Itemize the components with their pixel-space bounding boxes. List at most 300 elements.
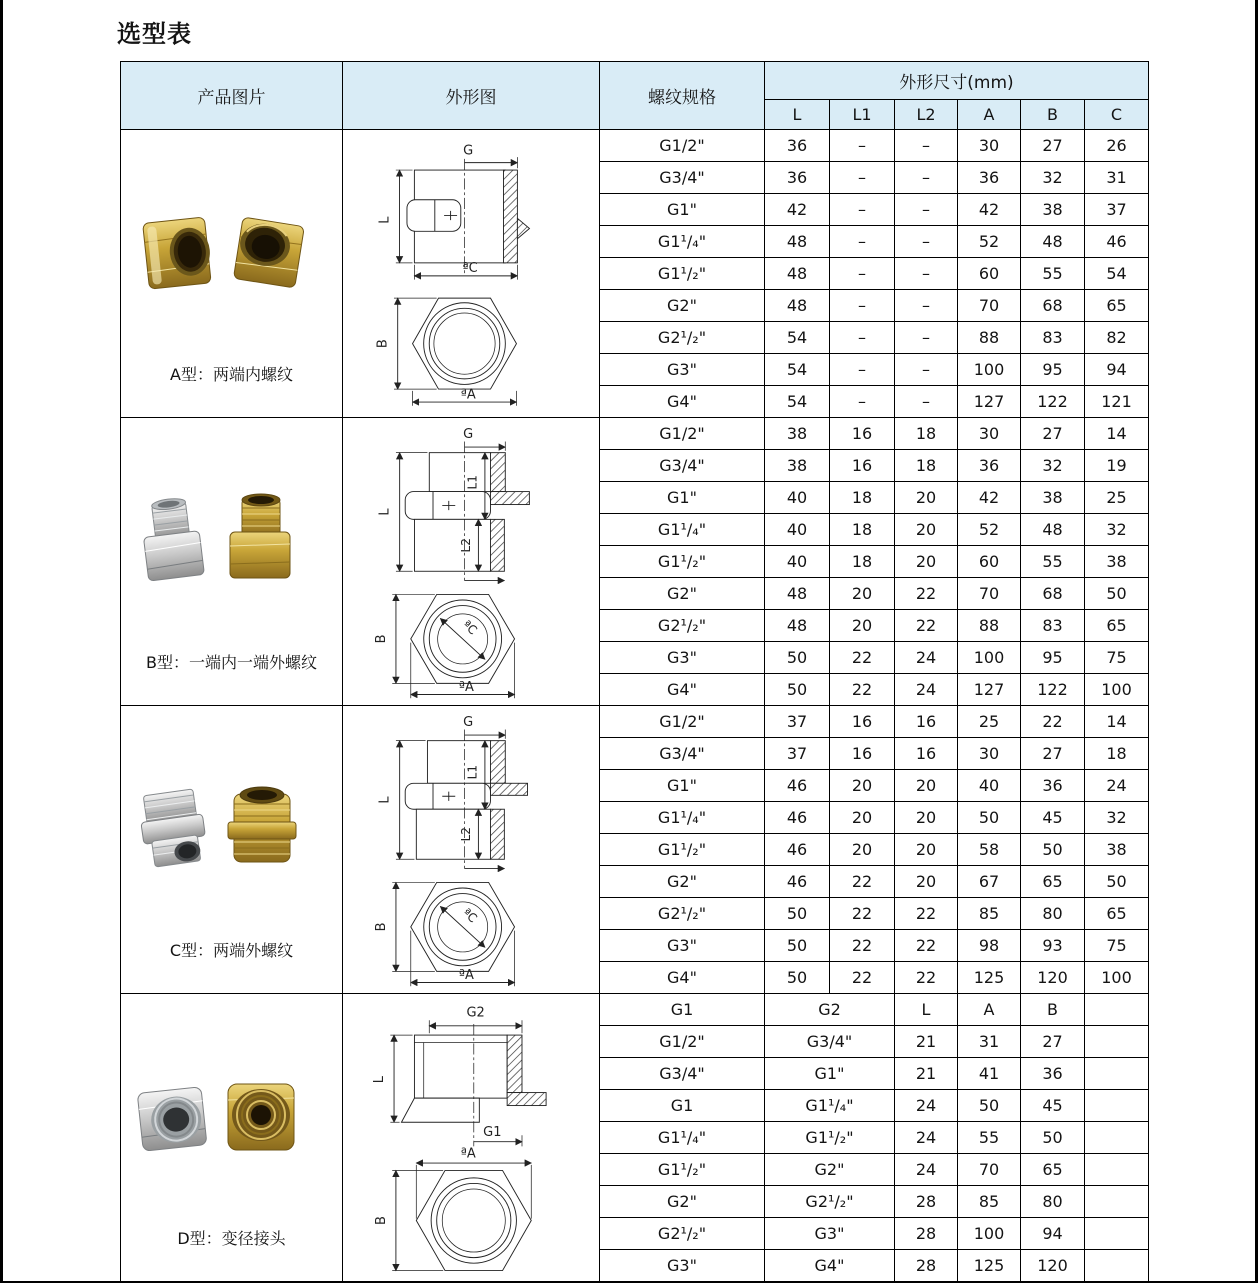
- value-cell: 32: [1085, 802, 1149, 834]
- value-cell: 38: [1085, 834, 1149, 866]
- dim-label-a: ªA: [458, 679, 474, 695]
- dim-label-b: B: [373, 921, 389, 931]
- spec-cell: G1¹/₂": [600, 258, 765, 290]
- spec-cell: G4": [600, 386, 765, 418]
- outline-drawing-svg: [355, 138, 587, 410]
- value-cell: 55: [1021, 258, 1085, 290]
- value-cell: 27: [1021, 418, 1085, 450]
- value-cell: 20: [895, 770, 958, 802]
- value-cell: 68: [1021, 290, 1085, 322]
- value-cell: 100: [1085, 674, 1149, 706]
- subheader-l: L: [895, 994, 958, 1026]
- product-photo-C: [126, 768, 338, 892]
- value-cell: 36: [1021, 1058, 1085, 1090]
- value-cell: 88: [958, 322, 1021, 354]
- value-cell: 20: [830, 834, 895, 866]
- value-cell: 100: [958, 642, 1021, 674]
- value-cell: 28: [895, 1218, 958, 1250]
- spec-g2-cell: G1¹/₄": [765, 1090, 895, 1122]
- value-cell: 25: [958, 706, 1021, 738]
- steel-adapter: [139, 496, 204, 581]
- empty-cell: [1085, 1122, 1149, 1154]
- table-row: [121, 130, 1149, 162]
- subheader-g1: G1: [600, 994, 765, 1026]
- value-cell: 22: [895, 962, 958, 994]
- dim-label-l: L: [371, 1075, 387, 1083]
- dim-label-l2: L2: [459, 537, 474, 552]
- empty-cell: [1085, 1090, 1149, 1122]
- spec-cell: G2": [600, 578, 765, 610]
- brass-nipple: [228, 787, 296, 862]
- value-cell: 60: [958, 258, 1021, 290]
- value-cell: 37: [1085, 194, 1149, 226]
- value-cell: 100: [958, 1218, 1021, 1250]
- value-cell: 22: [830, 930, 895, 962]
- value-cell: 100: [958, 354, 1021, 386]
- value-cell: 48: [1021, 514, 1085, 546]
- value-cell: 95: [1021, 642, 1085, 674]
- value-cell: 21: [895, 1058, 958, 1090]
- value-cell: 14: [1085, 706, 1149, 738]
- value-cell: 48: [765, 258, 830, 290]
- value-cell: –: [830, 162, 895, 194]
- spec-cell: G3/4": [600, 450, 765, 482]
- value-cell: 30: [958, 130, 1021, 162]
- value-cell: 18: [895, 450, 958, 482]
- value-cell: 30: [958, 418, 1021, 450]
- value-cell: 54: [765, 354, 830, 386]
- value-cell: 83: [1021, 610, 1085, 642]
- value-cell: 54: [1085, 258, 1149, 290]
- value-cell: 120: [1021, 962, 1085, 994]
- value-cell: 22: [895, 930, 958, 962]
- value-cell: 36: [1021, 770, 1085, 802]
- value-cell: 38: [765, 450, 830, 482]
- value-cell: 58: [958, 834, 1021, 866]
- value-cell: 127: [958, 386, 1021, 418]
- col-header-b: B: [1021, 100, 1085, 130]
- spec-cell: G1¹/₂": [600, 834, 765, 866]
- spec-cell: G1": [600, 482, 765, 514]
- value-cell: –: [830, 354, 895, 386]
- value-cell: –: [830, 290, 895, 322]
- subheader-g2: G2: [765, 994, 895, 1026]
- type-label-D: D型：变径接头: [177, 1229, 286, 1248]
- value-cell: –: [895, 322, 958, 354]
- brass-adapter: [230, 494, 290, 578]
- value-cell: 50: [1021, 834, 1085, 866]
- value-cell: 22: [830, 898, 895, 930]
- spec-cell: G2": [600, 290, 765, 322]
- value-cell: 31: [958, 1026, 1021, 1058]
- product-photo-svg: [126, 192, 338, 312]
- value-cell: 50: [1085, 578, 1149, 610]
- value-cell: 41: [958, 1058, 1021, 1090]
- value-cell: 30: [958, 738, 1021, 770]
- dim-label-g: G: [463, 426, 474, 442]
- outline-drawing-A: [343, 130, 599, 417]
- dim-label-c-diag: ªC: [460, 617, 480, 638]
- product-photo-svg: [126, 1056, 338, 1176]
- value-cell: 82: [1085, 322, 1149, 354]
- dim-label-l: L: [377, 795, 393, 804]
- value-cell: 85: [958, 898, 1021, 930]
- steel-bushing: [137, 1087, 207, 1151]
- value-cell: –: [895, 258, 958, 290]
- value-cell: 40: [958, 770, 1021, 802]
- value-cell: 20: [830, 770, 895, 802]
- col-header-c: C: [1085, 100, 1149, 130]
- value-cell: 95: [1021, 354, 1085, 386]
- brass-bushing: [228, 1084, 294, 1150]
- value-cell: 70: [958, 290, 1021, 322]
- spec-g2-cell: G1¹/₂": [765, 1122, 895, 1154]
- value-cell: 50: [765, 962, 830, 994]
- value-cell: 16: [830, 738, 895, 770]
- value-cell: 36: [765, 130, 830, 162]
- value-cell: 20: [895, 546, 958, 578]
- value-cell: 18: [830, 514, 895, 546]
- col-header-l2: L2: [895, 100, 958, 130]
- spec-g2-cell: G3/4": [765, 1026, 895, 1058]
- spec-cell: G3/4": [600, 162, 765, 194]
- value-cell: 70: [958, 578, 1021, 610]
- empty-cell: [1085, 1218, 1149, 1250]
- value-cell: –: [895, 162, 958, 194]
- value-cell: 22: [895, 578, 958, 610]
- spec-cell: G1/2": [600, 130, 765, 162]
- brass-coupling-right: [233, 217, 304, 288]
- spec-cell: G1¹/₄": [600, 226, 765, 258]
- value-cell: 25: [1085, 482, 1149, 514]
- empty-cell: [1085, 1186, 1149, 1218]
- spec-cell: G1¹/₂": [600, 546, 765, 578]
- dim-label-g1: G1: [483, 1124, 502, 1140]
- value-cell: 26: [1085, 130, 1149, 162]
- value-cell: –: [830, 386, 895, 418]
- value-cell: 22: [895, 898, 958, 930]
- value-cell: 65: [1085, 898, 1149, 930]
- value-cell: 24: [895, 674, 958, 706]
- value-cell: 22: [895, 610, 958, 642]
- value-cell: 70: [958, 1154, 1021, 1186]
- value-cell: 18: [830, 482, 895, 514]
- value-cell: 75: [1085, 930, 1149, 962]
- value-cell: 32: [1085, 514, 1149, 546]
- value-cell: –: [830, 258, 895, 290]
- outline-drawing-cell: [343, 706, 600, 994]
- value-cell: 40: [765, 482, 830, 514]
- value-cell: 16: [830, 418, 895, 450]
- spec-g2-cell: G1": [765, 1058, 895, 1090]
- spec-cell: G2¹/₂": [600, 610, 765, 642]
- subheader-a: A: [958, 994, 1021, 1026]
- spec-g1-cell: G2¹/₂": [600, 1218, 765, 1250]
- outline-drawing-svg: [355, 711, 587, 989]
- value-cell: 20: [830, 578, 895, 610]
- value-cell: 22: [830, 642, 895, 674]
- page-title: 选型表: [117, 20, 192, 48]
- value-cell: 65: [1021, 1154, 1085, 1186]
- value-cell: 50: [1085, 866, 1149, 898]
- value-cell: 27: [1021, 738, 1085, 770]
- value-cell: 93: [1021, 930, 1085, 962]
- value-cell: 24: [895, 1090, 958, 1122]
- value-cell: 50: [765, 642, 830, 674]
- steel-nipple: [137, 788, 208, 868]
- spec-cell: G1/2": [600, 418, 765, 450]
- dim-label-b: B: [373, 633, 389, 643]
- spec-cell: G2¹/₂": [600, 898, 765, 930]
- value-cell: 20: [830, 802, 895, 834]
- value-cell: –: [895, 386, 958, 418]
- value-cell: 18: [1085, 738, 1149, 770]
- value-cell: 65: [1085, 290, 1149, 322]
- value-cell: 94: [1021, 1218, 1085, 1250]
- spec-cell: G4": [600, 962, 765, 994]
- outline-drawing-C: [343, 706, 599, 993]
- spec-cell: G4": [600, 674, 765, 706]
- product-photo-area-C: [121, 706, 342, 993]
- value-cell: 42: [958, 194, 1021, 226]
- value-cell: 122: [1021, 386, 1085, 418]
- value-cell: 120: [1021, 1250, 1085, 1282]
- spec-g1-cell: G1¹/₄": [600, 1122, 765, 1154]
- product-photo-cell: [121, 706, 343, 994]
- spec-g1-cell: G1/2": [600, 1026, 765, 1058]
- empty-cell: [1085, 1250, 1149, 1282]
- value-cell: 52: [958, 514, 1021, 546]
- value-cell: 65: [1085, 610, 1149, 642]
- value-cell: –: [830, 130, 895, 162]
- col-header-l1: L1: [830, 100, 895, 130]
- value-cell: 48: [1021, 226, 1085, 258]
- value-cell: –: [895, 226, 958, 258]
- product-photo-area-D: [121, 994, 342, 1281]
- col-header-thread-spec: 螺纹规格: [600, 62, 765, 130]
- spec-g2-cell: G4": [765, 1250, 895, 1282]
- dim-label-l1: L1: [465, 474, 480, 489]
- outline-drawing-svg: [355, 423, 587, 701]
- outline-drawing-cell: [343, 418, 600, 706]
- col-header-a: A: [958, 100, 1021, 130]
- spec-cell: G1¹/₄": [600, 514, 765, 546]
- spec-g2-cell: G2": [765, 1154, 895, 1186]
- value-cell: –: [830, 226, 895, 258]
- value-cell: –: [830, 322, 895, 354]
- value-cell: 46: [765, 770, 830, 802]
- product-photo-B: [126, 480, 338, 604]
- table-row: [121, 418, 1149, 450]
- dim-label-g2: G2: [466, 1005, 485, 1021]
- dim-label-b: B: [373, 1215, 389, 1225]
- value-cell: 24: [895, 642, 958, 674]
- outline-drawing-cell: [343, 130, 600, 418]
- value-cell: 50: [765, 674, 830, 706]
- value-cell: 24: [1085, 770, 1149, 802]
- spec-cell: G2¹/₂": [600, 322, 765, 354]
- value-cell: 55: [958, 1122, 1021, 1154]
- dim-label-c: ªC: [462, 260, 478, 276]
- dim-label-l: L: [377, 216, 393, 224]
- value-cell: 32: [1021, 450, 1085, 482]
- value-cell: 46: [1085, 226, 1149, 258]
- spec-cell: G3/4": [600, 738, 765, 770]
- value-cell: 45: [1021, 1090, 1085, 1122]
- value-cell: 48: [765, 578, 830, 610]
- value-cell: 122: [1021, 674, 1085, 706]
- value-cell: 40: [765, 546, 830, 578]
- value-cell: 16: [895, 706, 958, 738]
- value-cell: 42: [765, 194, 830, 226]
- dim-label-l2: L2: [459, 826, 474, 841]
- dim-label-c-diag: ªC: [460, 905, 480, 926]
- value-cell: 55: [1021, 546, 1085, 578]
- reducer-subheader-row: [121, 994, 1149, 1026]
- value-cell: 28: [895, 1186, 958, 1218]
- value-cell: 37: [765, 706, 830, 738]
- value-cell: 80: [1021, 1186, 1085, 1218]
- value-cell: 68: [1021, 578, 1085, 610]
- value-cell: 100: [1085, 962, 1149, 994]
- value-cell: –: [895, 354, 958, 386]
- value-cell: 83: [1021, 322, 1085, 354]
- value-cell: 38: [765, 418, 830, 450]
- dim-label-a: ªA: [460, 386, 476, 402]
- spec-g1-cell: G3": [600, 1250, 765, 1282]
- value-cell: 125: [958, 1250, 1021, 1282]
- value-cell: 80: [1021, 898, 1085, 930]
- value-cell: 22: [830, 962, 895, 994]
- value-cell: 22: [1021, 706, 1085, 738]
- value-cell: 42: [958, 482, 1021, 514]
- value-cell: 50: [1021, 1122, 1085, 1154]
- subheader-b: B: [1021, 994, 1085, 1026]
- value-cell: 94: [1085, 354, 1149, 386]
- value-cell: 19: [1085, 450, 1149, 482]
- value-cell: 22: [830, 866, 895, 898]
- value-cell: 121: [1085, 386, 1149, 418]
- value-cell: 28: [895, 1250, 958, 1282]
- product-photo-area-A: [121, 130, 342, 417]
- value-cell: 48: [765, 290, 830, 322]
- spec-g2-cell: G2¹/₂": [765, 1186, 895, 1218]
- dim-label-b: B: [375, 338, 391, 348]
- value-cell: 14: [1085, 418, 1149, 450]
- value-cell: 50: [958, 802, 1021, 834]
- dim-label-a: ªA: [460, 1145, 476, 1161]
- value-cell: 67: [958, 866, 1021, 898]
- value-cell: 37: [765, 738, 830, 770]
- value-cell: 54: [765, 322, 830, 354]
- dim-label-g: G: [463, 714, 474, 730]
- empty-cell: [1085, 1154, 1149, 1186]
- dim-label-l: L: [377, 507, 393, 516]
- spec-cell: G3": [600, 354, 765, 386]
- value-cell: 50: [765, 898, 830, 930]
- value-cell: 45: [1021, 802, 1085, 834]
- value-cell: 18: [830, 546, 895, 578]
- spec-cell: G3": [600, 642, 765, 674]
- value-cell: –: [895, 194, 958, 226]
- selection-table: [120, 61, 1149, 1282]
- value-cell: 46: [765, 866, 830, 898]
- spec-g2-cell: G3": [765, 1218, 895, 1250]
- col-header-outline-drawing: 外形图: [343, 62, 600, 130]
- empty-cell: [1085, 994, 1149, 1026]
- dim-label-a: ªA: [458, 967, 474, 983]
- value-cell: 85: [958, 1186, 1021, 1218]
- empty-cell: [1085, 1058, 1149, 1090]
- value-cell: 18: [895, 418, 958, 450]
- table-row: [121, 706, 1149, 738]
- spec-g1-cell: G1: [600, 1090, 765, 1122]
- type-label-A: A型：两端内螺纹: [170, 365, 293, 384]
- col-header-product-image: 产品图片: [121, 62, 343, 130]
- value-cell: 38: [1085, 546, 1149, 578]
- product-photo-cell: [121, 418, 343, 706]
- value-cell: –: [895, 130, 958, 162]
- dim-label-g: G: [463, 142, 474, 158]
- value-cell: 22: [830, 674, 895, 706]
- value-cell: 24: [895, 1154, 958, 1186]
- value-cell: 16: [830, 450, 895, 482]
- value-cell: 88: [958, 610, 1021, 642]
- value-cell: 127: [958, 674, 1021, 706]
- type-label-B: B型：一端内一端外螺纹: [146, 653, 317, 672]
- value-cell: 20: [830, 610, 895, 642]
- value-cell: 50: [958, 1090, 1021, 1122]
- outline-drawing-B: [343, 418, 599, 705]
- value-cell: 20: [895, 514, 958, 546]
- value-cell: 31: [1085, 162, 1149, 194]
- product-photo-D: [126, 1056, 338, 1180]
- value-cell: 48: [765, 610, 830, 642]
- product-photo-svg: [126, 768, 338, 888]
- value-cell: 36: [765, 162, 830, 194]
- header-row-1: [121, 62, 1149, 100]
- value-cell: 60: [958, 546, 1021, 578]
- value-cell: 27: [1021, 130, 1085, 162]
- spec-cell: G3": [600, 930, 765, 962]
- value-cell: 27: [1021, 1026, 1085, 1058]
- value-cell: 20: [895, 834, 958, 866]
- value-cell: 38: [1021, 194, 1085, 226]
- value-cell: 54: [765, 386, 830, 418]
- spec-cell: G1/2": [600, 706, 765, 738]
- value-cell: 50: [765, 930, 830, 962]
- col-header-l: L: [765, 100, 830, 130]
- value-cell: 125: [958, 962, 1021, 994]
- outline-drawing-cell: [343, 994, 600, 1282]
- value-cell: 21: [895, 1026, 958, 1058]
- value-cell: 20: [895, 866, 958, 898]
- empty-cell: [1085, 1026, 1149, 1058]
- value-cell: 52: [958, 226, 1021, 258]
- value-cell: –: [830, 194, 895, 226]
- value-cell: 16: [895, 738, 958, 770]
- spec-cell: G1¹/₄": [600, 802, 765, 834]
- value-cell: 48: [765, 226, 830, 258]
- value-cell: 46: [765, 834, 830, 866]
- product-photo-A: [126, 192, 338, 316]
- value-cell: 36: [958, 162, 1021, 194]
- product-photo-cell: [121, 130, 343, 418]
- type-label-C: C型：两端外螺纹: [169, 941, 294, 960]
- outline-drawing-D: [343, 994, 599, 1281]
- spec-g1-cell: G1¹/₂": [600, 1154, 765, 1186]
- value-cell: 20: [895, 482, 958, 514]
